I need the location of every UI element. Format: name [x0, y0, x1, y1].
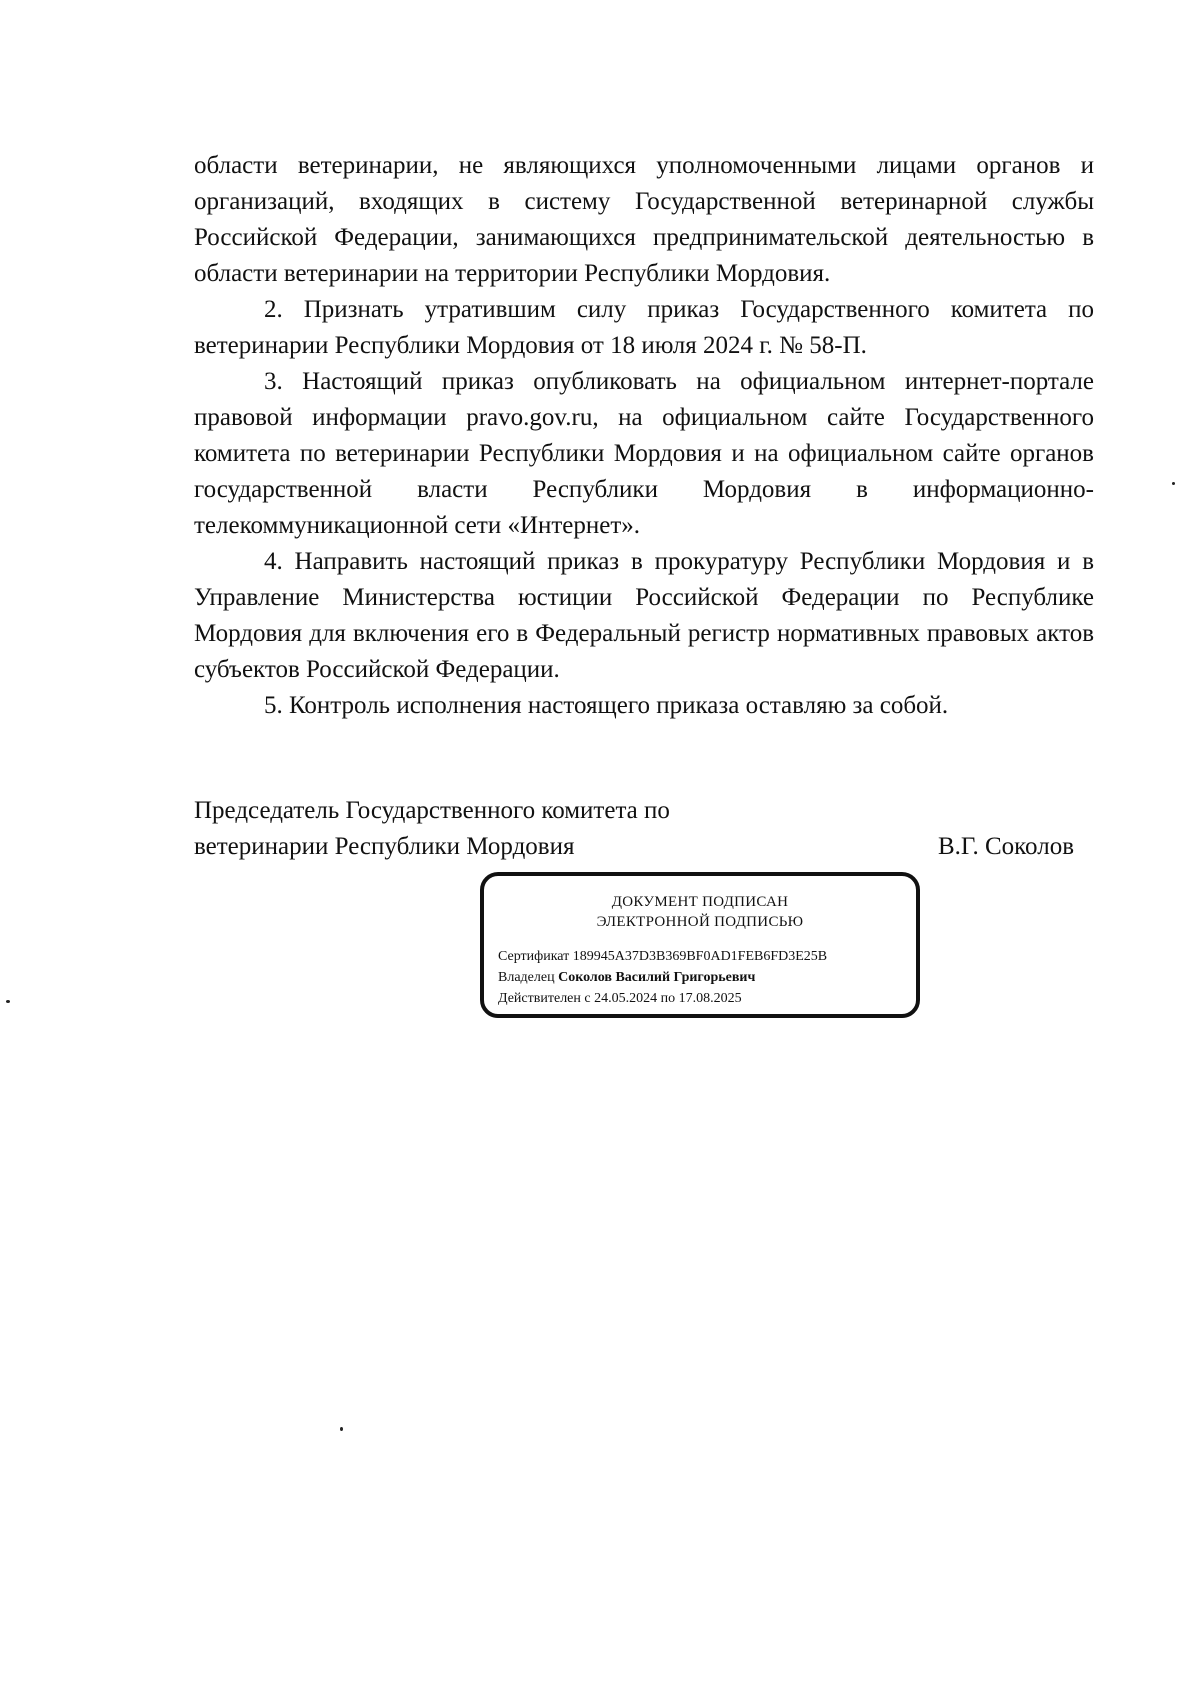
paragraph-item-2: 2. Признать утратившим силу приказ Государственного комитета по ветеринарии Республики Мордовия от 18 июля 2024 г. № 58-П.	[194, 296, 1094, 359]
signature-block	[194, 793, 1074, 865]
scan-speck	[6, 1000, 10, 1003]
valid-label: Действителен с	[498, 991, 591, 1006]
valid-to: 17.08.2025	[678, 991, 742, 1006]
stamp-title-line1: ДОКУМЕНТ ПОДПИСАН	[611, 894, 789, 910]
signer-name: В.Г. Соколов	[937, 833, 1074, 860]
stamp-title	[484, 892, 916, 932]
stamp-title-line2: ЭЛЕКТРОННОЙ ПОДПИСЬЮ	[596, 914, 804, 930]
paragraph-item-3: 3. Настоящий приказ опубликовать на официальном интернет-портале правовой информации pravo.gov.ru, на официальном сайте Государственного комитета по ветеринарии Республики Мордовия и на официальном сайте органов государственной власти Республики Мордовия в информационно-телекоммуникационной сети «Интернет».	[194, 368, 1094, 539]
scan-speck	[1172, 482, 1175, 485]
stamp-details	[498, 946, 916, 1009]
document-body	[194, 148, 1094, 724]
valid-from: 24.05.2024	[594, 991, 658, 1006]
paragraph-item-5: 5. Контроль исполнения настоящего приказа оставляю за собой.	[264, 692, 949, 719]
signer-position-line2: ветеринарии Республики Мордовия	[194, 833, 575, 860]
signature-row	[194, 829, 1074, 865]
electronic-signature-stamp	[480, 872, 920, 1018]
scan-speck	[340, 1427, 343, 1431]
owner-label: Владелец	[498, 970, 555, 985]
valid-to-label: по	[660, 991, 676, 1006]
certificate-label: Сертификат	[498, 949, 570, 964]
owner-value: Соколов Василий Григорьевич	[558, 970, 756, 985]
certificate-value: 189945A37D3B369BF0AD1FEB6FD3E25B	[572, 949, 828, 964]
paragraph-item-4: 4. Направить настоящий приказ в прокуратуру Республики Мордовия и в Управление Министерства юстиции Российской Федерации по Республике Мордовия для включения его в Федеральный регистр нормативных правовых актов субъектов Российской Федерации.	[194, 548, 1094, 683]
stamp-certificate-line	[498, 946, 916, 967]
stamp-owner-line	[498, 967, 916, 988]
signer-position-line1: Председатель Государственного комитета по	[194, 797, 670, 824]
stamp-validity-line	[498, 988, 916, 1009]
paragraph-intro: области ветеринарии, не являющихся уполномоченными лицами органов и организаций, входящих в систему Государственной ветеринарной службы Российской Федерации, занимающихся предпринимательской деятельностью в области ветеринарии на территории Республики Мордовия.	[194, 152, 1094, 287]
